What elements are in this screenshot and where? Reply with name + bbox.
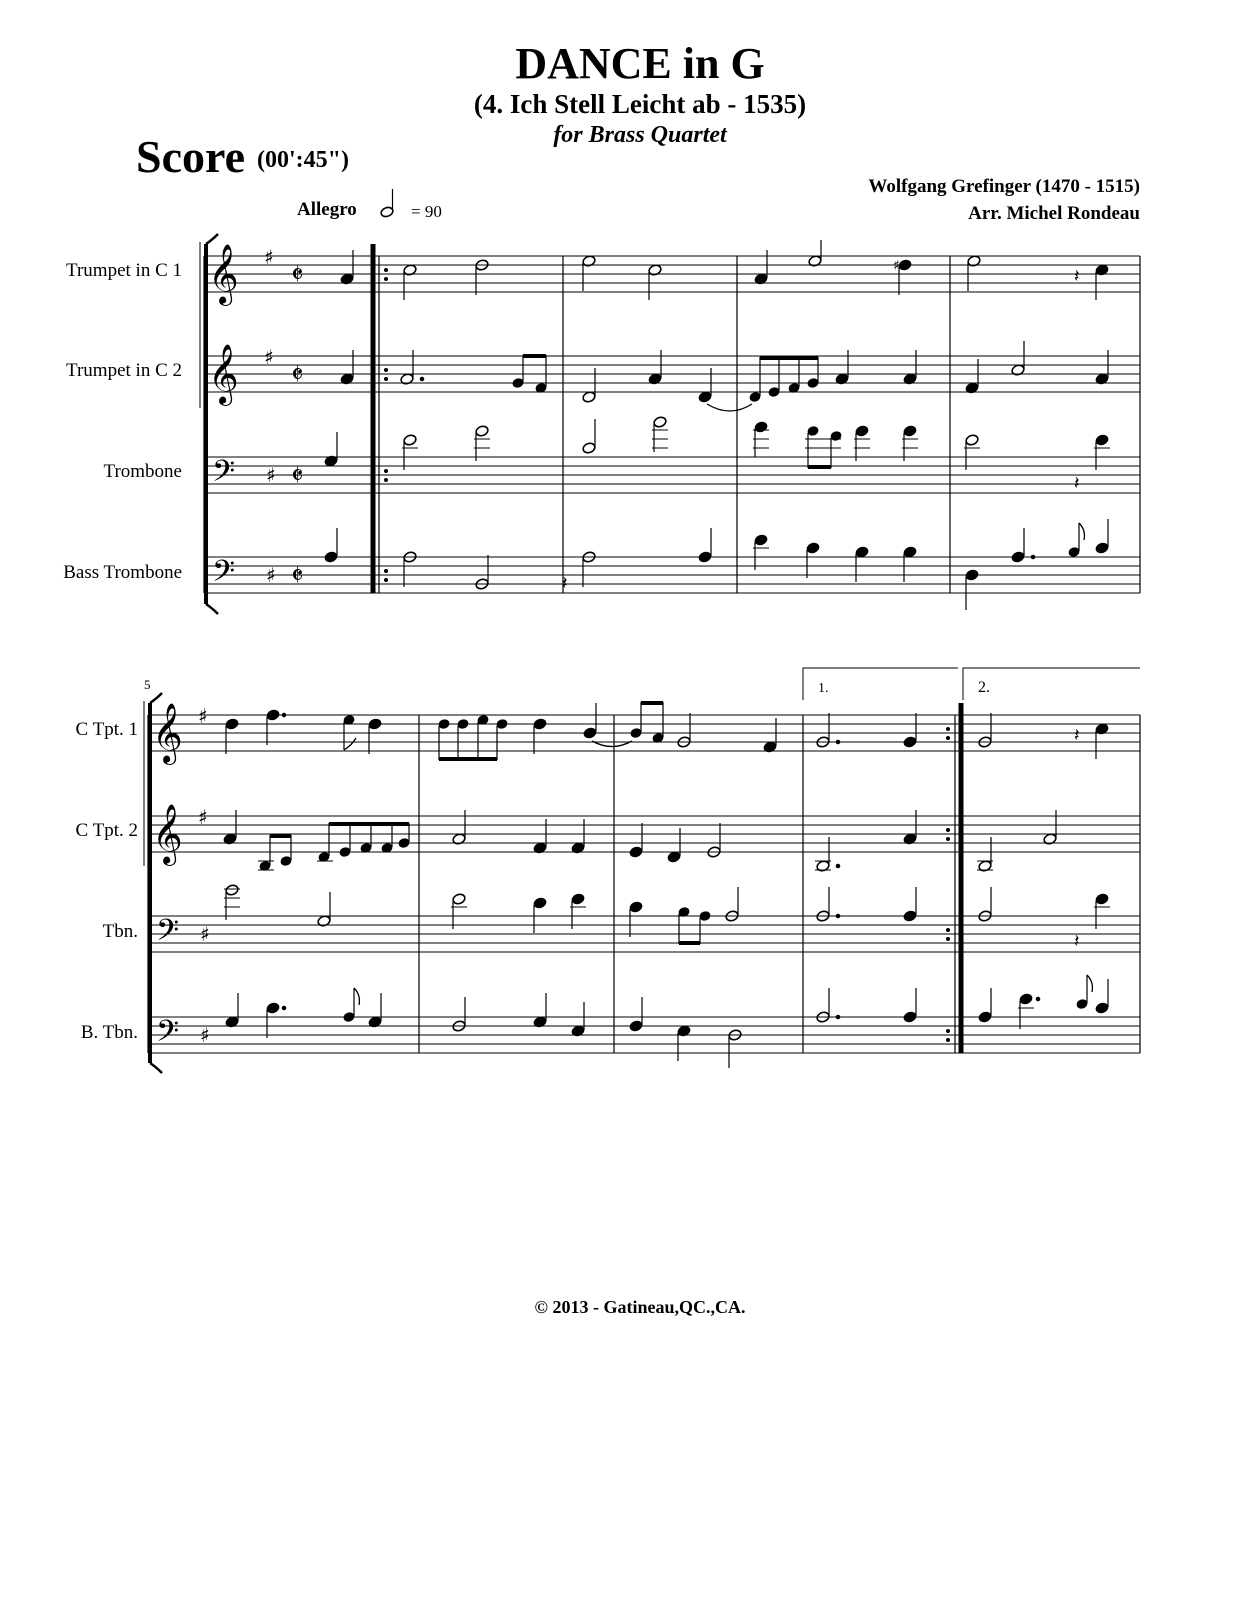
instrument-abbr-trumpet-2: C Tpt. 2 — [75, 820, 138, 841]
score-label: Score — [136, 131, 246, 182]
repeat-start-barline — [373, 244, 388, 593]
tempo-half-note-icon — [380, 189, 394, 218]
arranger: Arr. Michel Rondeau — [968, 203, 1140, 224]
tempo-value: = 90 — [411, 202, 442, 221]
treble-clef-icon: 𝄞 — [208, 244, 239, 304]
svg-text:𝄵: 𝄵 — [291, 258, 304, 291]
notes-c-trumpet-2 — [223, 810, 1057, 872]
bass-clef-icon: 𝄢 — [156, 914, 180, 955]
notes-trumpet-1 — [340, 240, 1109, 300]
treble-clef-icon: 𝄞 — [208, 344, 239, 404]
svg-text:♯: ♯ — [200, 922, 210, 946]
svg-text:♯: ♯ — [266, 563, 276, 587]
barlines — [563, 256, 1140, 593]
duration: (00':45") — [257, 147, 349, 173]
bass-clef-icon: 𝄢 — [212, 455, 236, 496]
instrumentation: for Brass Quartet — [553, 122, 727, 148]
instrument-name-bass-trombone: Bass Trombone — [63, 562, 182, 583]
composer: Wolfgang Grefinger (1470 - 1515) — [868, 176, 1140, 197]
score-subtitle: (4. Ich Stell Leicht ab - 1535) — [473, 89, 807, 119]
instrument-abbr-bass-trombone: B. Tbn. — [80, 1022, 138, 1043]
svg-text:♯: ♯ — [198, 805, 208, 829]
second-ending-label: 2. — [978, 679, 990, 696]
bass-clef-icon: 𝄢 — [156, 1015, 180, 1056]
notes-tbn — [224, 884, 1110, 944]
notes-b-tbn — [225, 975, 1109, 1068]
repeat-end-barline — [946, 703, 961, 1053]
tempo-marking: Allegro — [297, 199, 357, 220]
sharp-accidental-icon: ♯ — [893, 258, 900, 274]
system-1 — [200, 234, 1140, 614]
notes-trumpet-2 — [340, 341, 1109, 411]
svg-text:♯: ♯ — [198, 704, 208, 728]
quarter-rest-icon: 𝄽 — [1074, 725, 1080, 746]
copyright-footer: © 2013 - Gatineau,QC.,CA. — [534, 1297, 746, 1317]
measure-number: 5 — [144, 677, 151, 692]
instrument-name-trumpet-1: Trumpet in C 1 — [66, 260, 182, 281]
quarter-rest-icon: 𝄽 — [1074, 266, 1080, 287]
svg-text:𝄵: 𝄵 — [291, 559, 304, 592]
instrument-name-trombone: Trombone — [103, 461, 182, 482]
first-ending-label: 1. — [818, 681, 829, 696]
treble-clef-icon: 𝄞 — [152, 703, 183, 763]
notes-trombone — [324, 416, 1110, 470]
cut-time-icon — [291, 258, 304, 592]
svg-text:♯: ♯ — [264, 245, 274, 269]
svg-text:♯: ♯ — [266, 463, 276, 487]
quarter-rest-icon: 𝄽 — [1074, 931, 1080, 952]
instrument-name-trumpet-2: Trumpet in C 2 — [66, 360, 182, 381]
instrument-abbr-trumpet-1: C Tpt. 1 — [75, 719, 138, 740]
svg-text:𝄵: 𝄵 — [291, 459, 304, 492]
bass-clef-icon: 𝄢 — [212, 555, 236, 596]
treble-clef-icon: 𝄞 — [152, 804, 183, 864]
key-signature-sharp-icon — [198, 704, 210, 1047]
system-2 — [144, 668, 1140, 1073]
quarter-rest-icon: 𝄽 — [1074, 473, 1080, 494]
volta-brackets — [803, 668, 1140, 700]
score-title: DANCE in G — [515, 39, 765, 88]
instrument-abbr-trombone: Tbn. — [102, 921, 138, 942]
quarter-rest-icon: 𝄽 — [562, 573, 568, 594]
barlines — [419, 715, 1140, 1053]
key-signature-sharp-icon — [264, 245, 276, 587]
svg-text:♯: ♯ — [264, 345, 274, 369]
svg-text:♯: ♯ — [200, 1023, 210, 1047]
svg-text:𝄵: 𝄵 — [291, 358, 304, 391]
notes-bass-trombone — [324, 519, 1109, 610]
